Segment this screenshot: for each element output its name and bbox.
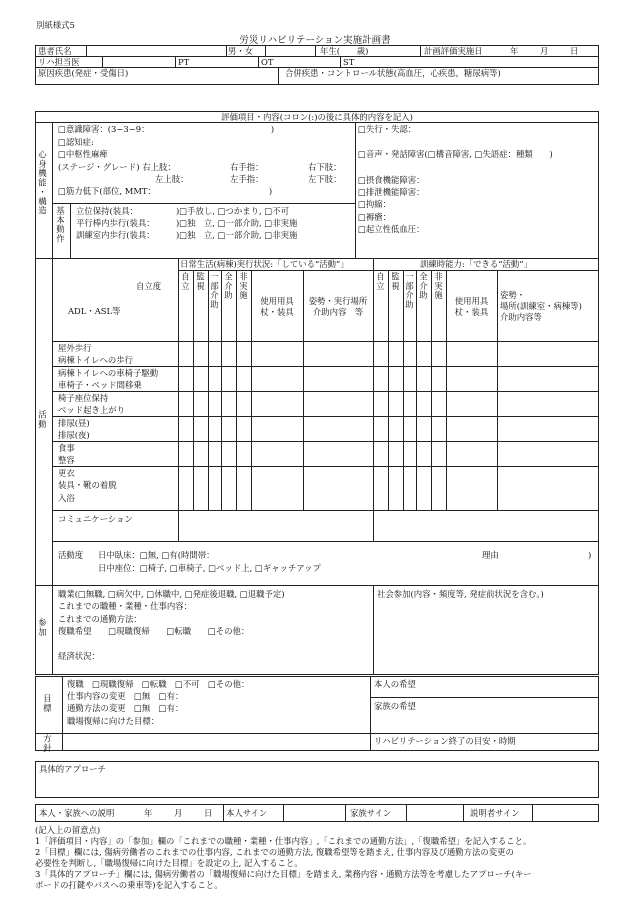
basic-row-0-opts: )□手放し, □つかまり, □不可 bbox=[176, 206, 290, 216]
activity-item-3: 車椅子・ベッド間移乗 bbox=[58, 380, 142, 390]
mb-right-2: □音声・発話障害(□構音障害, □失語症：種類 ) bbox=[358, 149, 553, 159]
l-lower-label: 左下肢： bbox=[308, 174, 342, 184]
col-ability-none: 非実施 bbox=[433, 272, 444, 301]
note-line-0: 1「評価項目・内容」の「参加」欄の「これまでの職種・業種・仕事内容」,「これまでの通勤方法」,「復職希望」を記入すること。 bbox=[35, 836, 532, 846]
actual-header: 日常生活(病棟)実行状況:「している“活動”」 bbox=[180, 259, 349, 269]
degree-label: 活動度 bbox=[58, 550, 84, 560]
plan-date-label: 計画評価実施日 bbox=[424, 46, 483, 56]
patient-name-label: 患者氏名 bbox=[38, 46, 72, 56]
ot-label: OT bbox=[261, 57, 274, 67]
note-line-2: 必要性を判断し,「職場復帰に向けた目標」を設定の上, 記入すること。 bbox=[35, 858, 303, 868]
goal-line-0: 復職 □現職復帰 □転職 □不可 □その他： bbox=[67, 679, 250, 689]
col-ability-partial: 一部介助 bbox=[404, 272, 415, 310]
family-wish-label: 家族の希望 bbox=[374, 701, 416, 711]
complication-label: 合併疾患・コントロール状態(高血圧，心疾患，糖尿病等) bbox=[285, 68, 501, 78]
doctor-label: リハ担当医 bbox=[38, 57, 80, 67]
end-target-label: リハビリテーション終了の目安・時期 bbox=[374, 736, 516, 746]
sig-year: 年 bbox=[144, 808, 153, 818]
mind-body-line-0: □意識障害：(3−3−9： ) bbox=[58, 124, 275, 134]
participation-label: 参加 bbox=[37, 618, 48, 637]
participation-social: 社会参加(内容・頻度等, 発症前状況を含む。) bbox=[377, 589, 544, 599]
mb-right-6: □拘縮： bbox=[358, 199, 392, 209]
participation-line-5: 経済状況： bbox=[58, 651, 100, 661]
activity-label: 活動 bbox=[37, 410, 48, 429]
adl-label: ADL・ASL等 bbox=[68, 306, 121, 316]
col-full: 全介助 bbox=[223, 272, 234, 301]
degree-line-2: 日中座位：□椅子, □車椅子, □ベッド上, □ギャッチアップ bbox=[98, 563, 321, 573]
activity-item-9: 整容 bbox=[58, 455, 75, 465]
l-finger-label: 左手指： bbox=[230, 174, 264, 184]
muscle-label: □筋力低下(部位, MMT： ) bbox=[58, 186, 273, 196]
approach-label: 具体的アプローチ bbox=[39, 764, 106, 774]
activity-item-0: 屋外歩行 bbox=[58, 343, 92, 353]
degree-reason: 理由 bbox=[482, 550, 499, 560]
col-ability-full: 全介助 bbox=[418, 272, 429, 301]
mb-right-7: □褥瘡： bbox=[358, 212, 392, 222]
page-title: 労災リハビリテーション実施計画書 bbox=[239, 35, 391, 46]
degree-close: ) bbox=[588, 550, 592, 560]
family-sign-label: 家族サイン bbox=[350, 808, 392, 818]
mb-right-4: □摂食機能障害： bbox=[358, 175, 425, 185]
col-ability-equipment: 使用用具 杖・装具 bbox=[454, 296, 489, 317]
ability-header: 訓練時能力:「できる“活動”」 bbox=[420, 259, 532, 269]
year-label: 年 bbox=[510, 46, 519, 56]
self-wish-label: 本人の希望 bbox=[374, 679, 416, 689]
basic-row-1-name: 平行棒内歩行(装具： bbox=[76, 218, 155, 228]
gender-label[interactable]: 男・女 bbox=[228, 46, 254, 56]
self-sign-label: 本人サイン bbox=[226, 808, 268, 818]
activity-item-6: 排尿(昼) bbox=[58, 418, 90, 428]
mind-body-label: 心身機能・構造 bbox=[37, 150, 48, 216]
sig-day: 日 bbox=[204, 808, 213, 818]
stage-label: (ステージ・グレード) 右上肢： bbox=[58, 162, 176, 172]
basic-row-1-opts: )□独 立, □一部介助, □非実施 bbox=[176, 218, 298, 228]
col-none: 非実施 bbox=[238, 272, 249, 301]
day-label: 日 bbox=[570, 46, 579, 56]
basic-row-0-name: 立位保持(装具： bbox=[76, 206, 138, 216]
activity-item-5: ベッド起き上がり bbox=[58, 405, 125, 415]
family-sign-field[interactable] bbox=[407, 805, 462, 821]
goal-label: 目標 bbox=[42, 694, 53, 713]
col-independent: 自立 bbox=[180, 272, 191, 291]
pt-label: PT bbox=[178, 57, 190, 67]
col-equipment: 使用用具 杖・装具 bbox=[260, 296, 294, 317]
r-finger-label: 右手指： bbox=[230, 162, 264, 172]
mb-right-0: □失行・失認： bbox=[358, 124, 417, 134]
basic-motion-label: 基本動作 bbox=[55, 206, 66, 244]
col-ability-monitor: 監視 bbox=[390, 272, 401, 291]
participation-line-0: 職業(□無職, □病欠中, □休職中, □発症後退職, □退職予定) bbox=[58, 589, 285, 599]
note-line-3: 3「具体的アプローチ」欄には, 傷病労働者の「職場復帰に向けた目標」を踏まえ, 業務内容・通勤方法等を考慮したアプローチ(キー bbox=[35, 869, 532, 879]
birth-label: 年生( 歳) bbox=[320, 46, 369, 56]
participation-line-1: これまでの職種・業種・仕事内容： bbox=[58, 601, 192, 611]
col-ability-independent: 自立 bbox=[375, 272, 386, 291]
col-partial: 一部介助 bbox=[209, 272, 220, 310]
sig-month: 月 bbox=[174, 808, 183, 818]
col-posture-ability: 姿勢・ 場所(訓練室・病棟等) 介助内容等 bbox=[500, 290, 582, 322]
st-label: ST bbox=[343, 57, 355, 67]
l-upper-label: 左上肢： bbox=[155, 174, 189, 184]
participation-line-3: 復職希望 □現職復帰 □転職 □その他： bbox=[58, 626, 250, 636]
degree-line-1: 日中臥床：□無, □有(時間帯： bbox=[98, 550, 215, 560]
cause-label: 原因疾患(発症・受傷日) bbox=[38, 68, 129, 78]
mb-right-8: □起立性低血圧： bbox=[358, 224, 425, 234]
mb-right-5: □排泄機能障害： bbox=[358, 187, 425, 197]
month-label: 月 bbox=[540, 46, 549, 56]
note-line-4: ボードの打鍵やバスへの乗車等)を記入すること。 bbox=[35, 880, 223, 890]
activity-item-10: 更衣 bbox=[58, 468, 75, 478]
form-code: 別紙様式5 bbox=[36, 20, 75, 30]
notes-heading: (記入上の留意点) bbox=[35, 825, 101, 835]
goal-line-3: 職場復帰に向けた目標： bbox=[67, 716, 160, 726]
basic-row-2-opts: )□独 立, □一部介助, □非実施 bbox=[176, 230, 298, 240]
explain-label: 本人・家族への説明 bbox=[39, 808, 115, 818]
activity-item-1: 病棟トイレへの歩行 bbox=[58, 355, 133, 365]
activity-item-11: 装具・靴の着脱 bbox=[58, 480, 117, 490]
eval-header: 評価項目・内容(コロン(:)の後に具体的内容を記入) bbox=[221, 112, 413, 122]
mind-body-line-1: □認知症: bbox=[58, 137, 94, 147]
approach-box[interactable] bbox=[35, 761, 599, 798]
note-line-1: 2「目標」欄には, 傷病労働者のこれまでの仕事内容, これまでの通勤方法, 復職希望等を踏まえ, 仕事内容及び通勤方法の変更の bbox=[35, 847, 514, 857]
independence-label: 自立度 bbox=[136, 281, 162, 291]
policy-label: 方針 bbox=[42, 734, 53, 753]
explainer-sign-field[interactable] bbox=[533, 805, 598, 821]
mind-body-line-2: □中枢性麻痺 bbox=[58, 149, 108, 159]
activity-item-8: 食事 bbox=[58, 443, 75, 453]
goal-line-2: 通勤方法の変更 □無 □有： bbox=[67, 703, 184, 713]
patient-name-field[interactable] bbox=[88, 46, 224, 55]
activity-item-4: 椅子座位保持 bbox=[58, 393, 109, 403]
self-sign-field[interactable] bbox=[284, 805, 344, 821]
communication-label: コミュニケーション bbox=[58, 514, 133, 524]
col-monitor: 監視 bbox=[195, 272, 206, 291]
activity-item-7: 排尿(夜) bbox=[58, 430, 90, 440]
explainer-sign-label: 説明者サイン bbox=[470, 808, 520, 818]
activity-item-2: 病棟トイレへの車椅子駆動 bbox=[58, 368, 159, 378]
goal-line-1: 仕事内容の変更 □無 □有： bbox=[67, 691, 184, 701]
activity-item-12: 入浴 bbox=[58, 493, 75, 503]
col-posture-actual: 姿勢・実行場所 介助内容 等 bbox=[308, 296, 368, 317]
r-lower-label: 右下肢： bbox=[308, 162, 342, 172]
participation-line-2: これまでの通勤方法： bbox=[58, 614, 142, 624]
basic-row-2-name: 訓練室内歩行(装具： bbox=[76, 230, 155, 240]
